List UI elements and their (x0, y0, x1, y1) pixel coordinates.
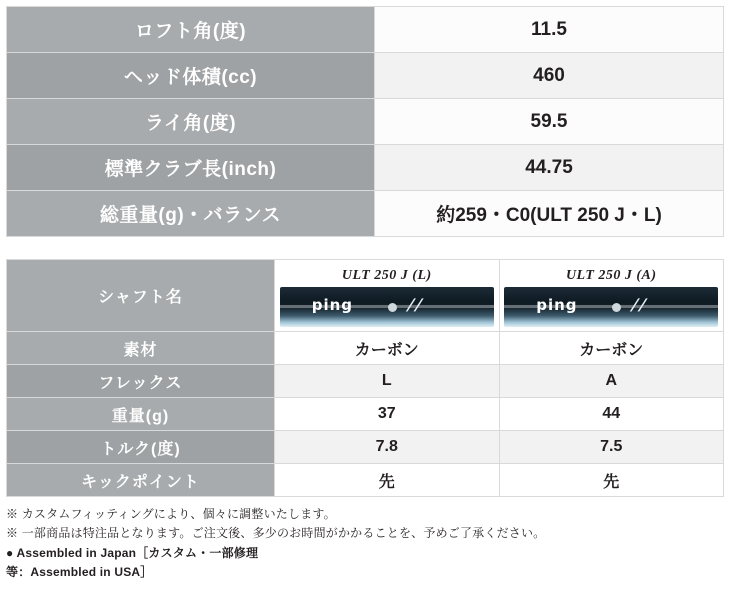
shaft-row-value: A (499, 365, 724, 398)
spec-label: ロフト角(度) (7, 7, 375, 53)
shaft-spec-table-body (7, 260, 724, 497)
shaft-column-2 (499, 260, 724, 332)
club-spec-table-body (7, 7, 724, 237)
shaft-model-name: ULT 250 J (A) (565, 268, 657, 283)
table-row (7, 332, 724, 365)
shaft-model-name: ULT 250 J (L) (341, 268, 432, 283)
table-row (7, 464, 724, 497)
shaft-row-label: キックポイント (7, 464, 275, 497)
shaft-row-value: カーボン (275, 332, 500, 365)
shaft-row-value: 先 (275, 464, 500, 497)
footnotes (6, 505, 724, 583)
shaft-row-label: 素材 (7, 332, 275, 365)
spec-value: 約259・C0(ULT 250 J・L) (375, 191, 724, 237)
shaft-row-value: 37 (275, 398, 500, 431)
table-row (7, 7, 724, 53)
shaft-row-label: トルク(度) (7, 431, 275, 464)
table-row (7, 365, 724, 398)
shaft-row-label: 重量(g) (7, 398, 275, 431)
table-row (7, 191, 724, 237)
shaft-spec-table (6, 259, 724, 497)
footnote-2: ※ 一部商品は特注品となります。ご注文後、多少のお時間がかかることを、予めご了承ください。 (6, 526, 546, 541)
spec-value: 460 (375, 53, 724, 99)
ping-logo-icon: ping (311, 296, 354, 314)
shaft-dot-icon (388, 303, 397, 312)
footnote-3: ● Assembled in Japan［カスタム・一部修理 (6, 545, 259, 560)
table-row (7, 53, 724, 99)
spec-label: 総重量(g)・バランス (7, 191, 375, 237)
shaft-slash-icon: // (629, 295, 652, 314)
shaft-name-label: シャフト名 (7, 260, 275, 332)
table-row (7, 431, 724, 464)
table-row (7, 99, 724, 145)
spec-value: 44.75 (375, 145, 724, 191)
shaft-image (504, 287, 718, 327)
shaft-slash-icon: // (404, 295, 427, 314)
spec-label: ライ角(度) (7, 99, 375, 145)
shaft-row-value: 7.5 (499, 431, 724, 464)
shaft-dot-icon (612, 303, 621, 312)
spec-label: 標準クラブ長(inch) (7, 145, 375, 191)
shaft-row-label: フレックス (7, 365, 275, 398)
table-divider (6, 237, 724, 259)
shaft-column-1 (275, 260, 500, 332)
table-row (7, 145, 724, 191)
footnote-1: ※ カスタムフィッティングにより、個々に調整いたします。 (6, 507, 336, 521)
table-row-header (7, 260, 724, 332)
shaft-row-value: L (275, 365, 500, 398)
shaft-row-value: 44 (499, 398, 724, 431)
footnote-4: 等：Assembled in USA］ (6, 565, 153, 580)
shaft-row-value: 先 (499, 464, 724, 497)
shaft-image (280, 287, 494, 327)
ping-logo-icon: ping (536, 296, 578, 314)
table-row (7, 398, 724, 431)
shaft-row-value: 7.8 (275, 431, 500, 464)
spec-value: 11.5 (375, 7, 724, 53)
shaft-row-value: カーボン (499, 332, 724, 365)
club-spec-table (6, 6, 724, 237)
spec-value: 59.5 (375, 99, 724, 145)
spec-label: ヘッド体積(cc) (7, 53, 375, 99)
